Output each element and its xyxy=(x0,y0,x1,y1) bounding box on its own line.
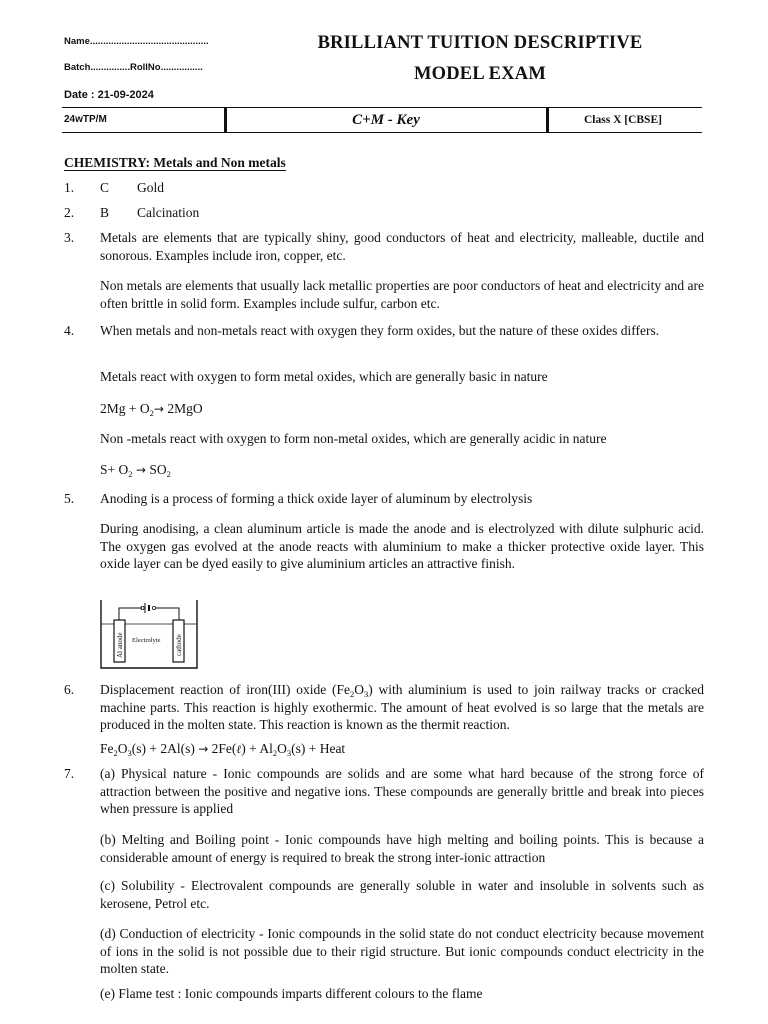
q5-explanation: During anodising, a clean aluminum article is made the anode and is electrolyzed with dilute sulphuric acid. The oxygen gas evolved at the anode reacts with aluminium to make a thicker protective oxide layer. This oxide layer can be dyed easily to give aluminium articles an attractive finish. xyxy=(100,521,704,571)
header-bar xyxy=(62,107,702,133)
q6-thermit-equation: $Fe_2O_3(s) + 2Al(s)$ → 2Fe(ℓ) + $Al_2O_3(s)$ + Heat xyxy=(100,741,346,758)
q4-metal-equation: $2Mg + O_2\to 2MgO$ xyxy=(100,401,203,418)
batch-rollno-field: Batch...............RollNo................ xyxy=(64,62,203,73)
q7-conduction: (d) Conduction of electricity - Ionic compounds in the solid state do not conduct electricity because movement of ions in the solid is not possible due to their rigid structure. But ionic compounds conduct electricity in the molten state. xyxy=(100,926,704,976)
q4-intro-paragraph: When metals and non-metals react with oxygen they form oxides, but the nature of these oxides differs. xyxy=(100,323,660,338)
reaction-arrow-icon: → xyxy=(135,463,146,477)
question-number: 3. xyxy=(64,230,75,245)
q7-melting-boiling-point: (b) Melting and Boiling point - Ionic compounds have high melting and boiling points. This is because a considerable amount of energy is required to break the strong inter-ionic attraction xyxy=(100,832,704,865)
q4-metal-oxide-paragraph: Metals react with oxygen to form metal oxides, which are generally basic in nature xyxy=(100,369,548,384)
q6-paragraph: Displacement reaction of iron(III) oxide $(Fe_2O_3)$ with aluminium is used to join railway tracks or cracked machine parts. This reaction is highly exothermic. The amount of heat evolved is so large that the metals are produced in the molten state. This reaction is known as the thermit reaction. xyxy=(100,682,705,732)
q7-flame-test: (e) Flame test : Ionic compounds imparts different colours to the flame xyxy=(100,986,483,1001)
q1-answer: Gold xyxy=(137,180,164,195)
reaction-arrow-icon: → xyxy=(153,402,164,416)
q3-metals-paragraph: Metals are elements that are typically shiny, good conductors of heat and electricity, malleable, ductile and sonorous. Examples include iron, copper, etc. xyxy=(100,230,704,263)
q4-nonmetal-equation: $S+ O_2 \to SO_2$ xyxy=(100,462,171,479)
question-number: 6. xyxy=(64,682,75,697)
section-title: CHEMISTRY: Metals and Non metals xyxy=(64,155,286,170)
electrolyte-label: Electrolyte xyxy=(132,637,161,644)
q4-nonmetal-oxide-paragraph: Non -metals react with oxygen to form non-metal oxides, which are generally acidic in nature xyxy=(100,431,607,446)
q7-solubility: (c) Solubility - Electrovalent compounds are generally soluble in water and insoluble in solvents such as kerosene, Petrol etc. xyxy=(100,878,704,911)
question-number: 7. xyxy=(64,766,75,781)
anodising-cell-diagram xyxy=(98,598,200,670)
q5-definition: Anoding is a process of forming a thick oxide layer of aluminum by electrolysis xyxy=(100,491,533,506)
exam-code: 24wTP/M xyxy=(64,114,107,125)
q2-option: B xyxy=(100,205,110,220)
exam-title-line2: MODEL EXAM xyxy=(413,64,546,84)
key-label: C+M - Key xyxy=(352,112,420,128)
q2-answer: Calcination xyxy=(137,205,200,220)
question-number: 2. xyxy=(64,205,75,220)
question-number: 5. xyxy=(64,491,75,506)
name-field: Name............................................. xyxy=(64,36,209,47)
class-label: Class X [CBSE] xyxy=(584,114,662,126)
exam-date: Date : 21-09-2024 xyxy=(64,89,154,101)
question-number: 4. xyxy=(64,323,75,338)
reaction-arrow-icon: → xyxy=(198,742,209,756)
cathode-label: cathode xyxy=(175,634,183,656)
exam-title-line1: BRILLIANT TUITION DESCRIPTIVE xyxy=(317,33,643,53)
anode-label: Al anode xyxy=(116,632,124,658)
q7-physical-nature: (a) Physical nature - Ionic compounds are solids and are some what hard because of the strong force of attraction between the positive and negative ions. These compounds are generally brittle and break into pieces when pressure is applied xyxy=(100,766,704,816)
question-number: 1. xyxy=(64,180,75,195)
q1-option: C xyxy=(100,180,110,195)
bar-divider xyxy=(546,108,549,132)
q3-nonmetals-paragraph: Non metals are elements that usually lack metallic properties are poor conductors of heat and electricity and are often brittle in solid form. Examples include sulfur, carbon etc. xyxy=(100,278,704,311)
